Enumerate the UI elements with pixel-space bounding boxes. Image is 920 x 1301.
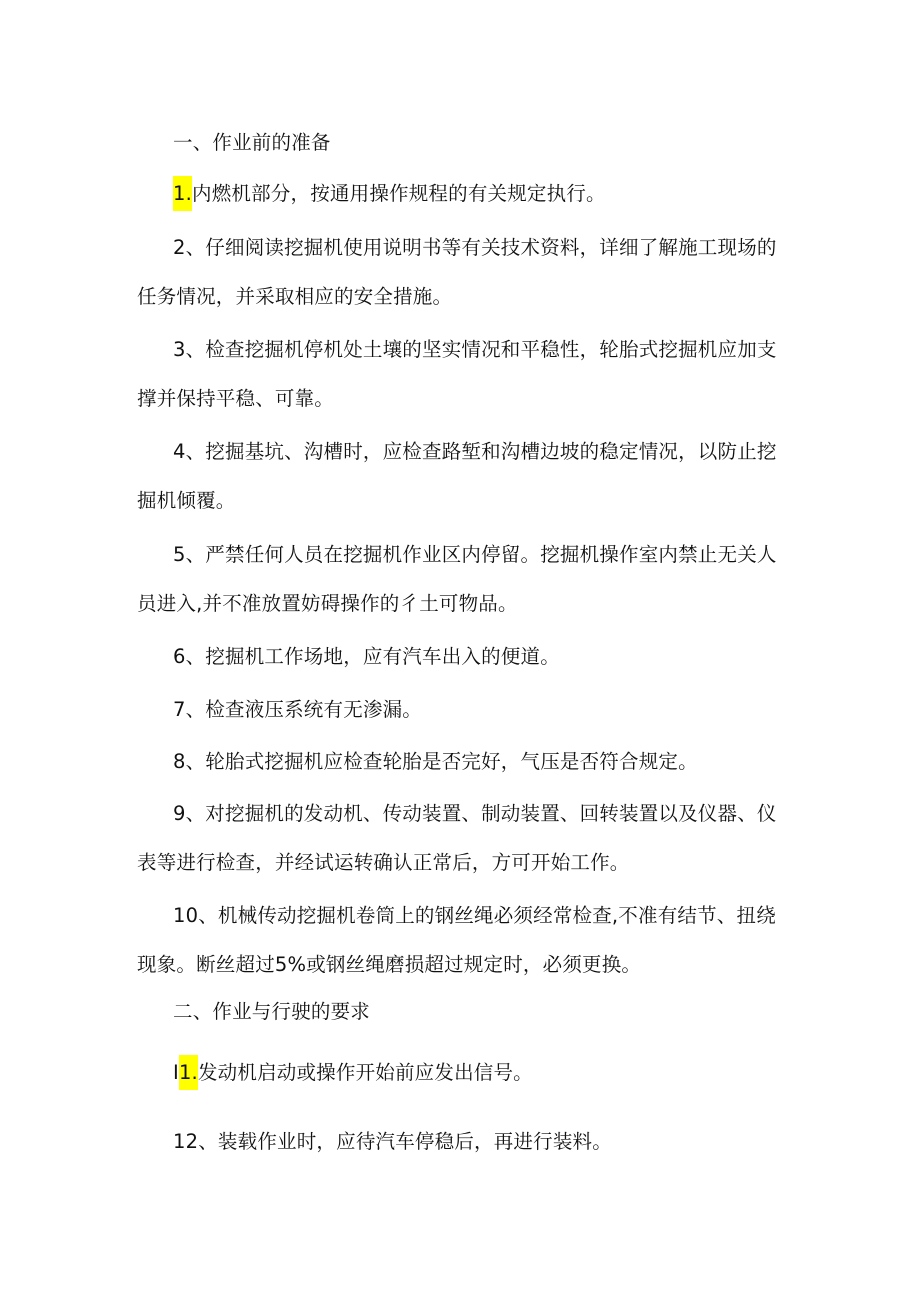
item-6: 6、挖掘机工作场地，应有汽车出入的便道。 (173, 645, 560, 668)
item-10-line-1: 10、机械传动挖掘机卷筒上的钢丝绳必须经常检查,不准有结节、扭绕 (173, 904, 776, 927)
item-11 (173, 1061, 833, 1085)
item-7: 7、检查液压系统有无渗漏。 (173, 698, 423, 721)
item-5-line-1: 5、严禁任何人员在挖掘机作业区内停留。挖掘机操作室内禁止无关人 (173, 543, 777, 566)
item-11-prefix: I (173, 1061, 179, 1084)
item-3-line-1: 3、检查挖掘机停机处土壤的坚实情况和平稳性，轮胎式挖掘机应加支 (173, 338, 777, 361)
section-heading-2 (173, 1000, 833, 1024)
item-8: 8、轮胎式挖掘机应检查轮胎是否完好，气压是否符合规定。 (173, 750, 698, 773)
item-1-marker-highlighted: 1. (173, 176, 192, 211)
item-11-marker-highlighted: 1. (179, 1055, 198, 1090)
item-1-text: 内燃机部分，按通用操作规程的有关规定执行。 (192, 182, 606, 205)
item-4-line-1: 4、挖掘基坑、沟槽时，应检查路堑和沟槽边坡的稳定情况，以防止挖 (173, 440, 777, 463)
item-9-line-2: 表等进行检查，并经试运转确认正常后，方可开始工作。 (137, 851, 630, 874)
section-heading-2-text: 二、作业与行驶的要求 (173, 1000, 371, 1023)
item-10-line-2: 现象。断丝超过5%或钢丝绳磨损超过规定时，必须更换。 (137, 953, 642, 976)
item-3-line-2: 撑并保持平稳、可靠。 (137, 387, 335, 410)
item-2-line-1: 2、仔细阅读挖掘机使用说明书等有关技术资料，详细了解施工现场的 (173, 236, 777, 259)
item-12: 12、装载作业时，应待汽车停稳后，再进行装料。 (173, 1130, 612, 1153)
item-1 (173, 182, 833, 206)
section-heading-1-text: 一、作业前的准备 (173, 131, 331, 154)
item-4-line-2: 掘机倾覆。 (137, 489, 236, 512)
item-2-line-2: 任务情况，并采取相应的安全措施。 (137, 285, 453, 308)
section-heading-1 (173, 131, 833, 155)
item-5-line-2: 员进入,并不准放置妨碍操作的彳土可物品。 (137, 592, 518, 615)
item-9-line-1: 9、对挖掘机的发动机、传动装置、制动装置、回转装置以及仪器、仪 (173, 802, 777, 825)
item-11-text: 发动机启动或操作开始前应发出信号。 (197, 1061, 533, 1084)
